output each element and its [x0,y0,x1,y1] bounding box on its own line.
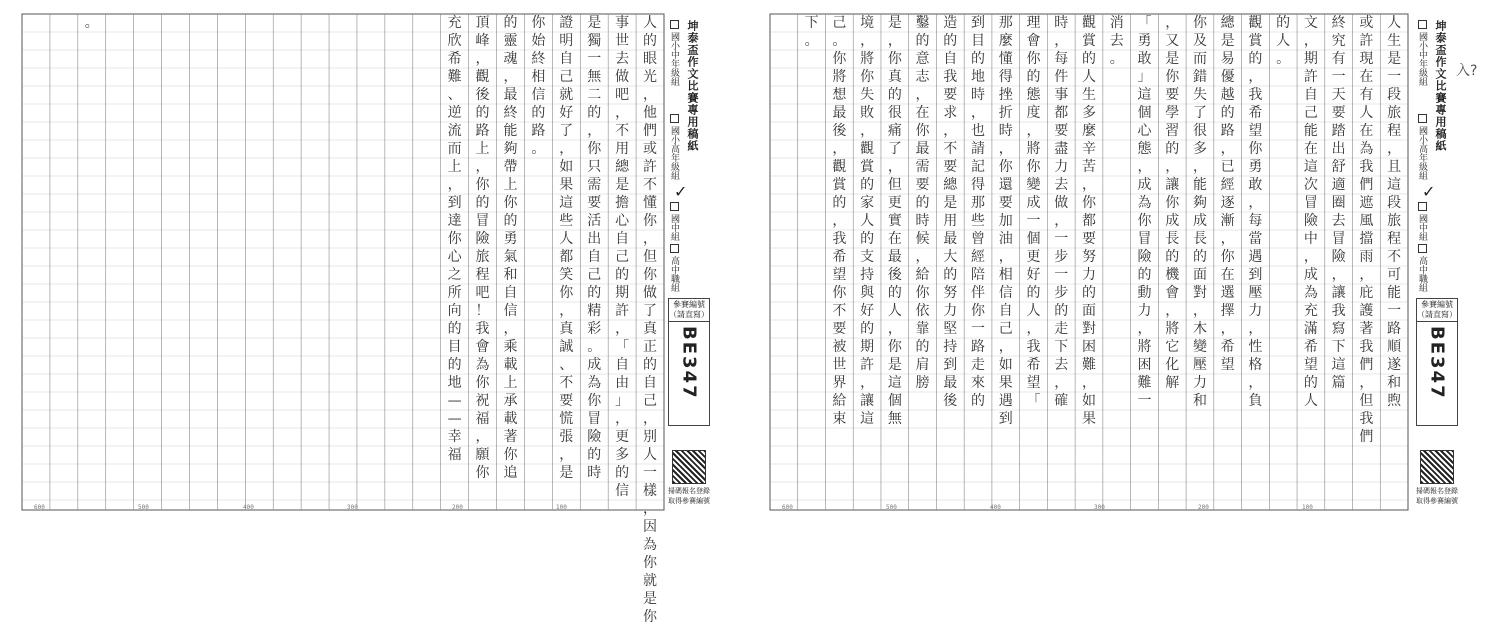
scale-mark: 100 [1302,504,1313,511]
manuscript-column: 是 ， 你 真 的 很 痛 了 ， 但 更 實 在 最 後 的 人 ， 你 是 這 個 無 [887,15,902,427]
division-label: 國小高年級組 [1417,126,1427,180]
qr-caption: 掃碼報名登錄 [668,487,710,495]
scale-mark: 600 [782,504,793,511]
manuscript-column: 頂 峰 ， 觀 後 的 路 上 ， 你 的 冒 險 旅 程 吧 ！ 我 會 為 你 祝 福 ， 願 你 [475,15,490,481]
scale-mark: 400 [243,504,254,511]
entry-number-box [1416,298,1458,426]
manuscript-column: 己 。 你 將 想 最 後 ， 觀 賞 的 ， 我 希 望 你 不 要 被 世 界 給 束 [832,15,847,427]
division-label: 高中職組 [669,256,679,292]
manuscript-column [245,14,273,510]
entry-number-value: BE347 [1426,326,1448,400]
checkbox-icon [670,114,679,123]
division-option-4[interactable] [668,244,681,292]
essay-sheet-right [770,14,1408,510]
manuscript-column [357,14,385,510]
manuscript-column: 理 會 你 的 態 度 ， 將 你 變 成 一 個 更 好 的 人 ， 我 希 望 「 [1026,15,1041,409]
checkbox-icon [1418,114,1427,123]
division-option-1[interactable] [668,20,681,86]
division-option-2[interactable] [1416,114,1429,180]
margin-annotation: 入? [1456,63,1478,79]
division-label: 國中組 [669,214,679,241]
manuscript-column: ， 又 是 你 要 學 習 的 ， 讓 你 成 長 的 機 會 ， 將 它 化 解 [1165,15,1180,391]
form-panel-left [664,14,714,510]
entry-number-value: BE347 [678,326,700,400]
manuscript-column: 觀 賞 的 ， 我 希 望 你 勇 敢 ， 每 當 遇 到 壓 力 ， 性 格 ， 負 [1248,15,1263,409]
manuscript-column [162,14,190,510]
scale-mark: 500 [138,504,149,511]
scale-mark: 500 [886,504,897,511]
form-title: 坤泰盃作文比賽專用稿紙 [686,20,699,152]
manuscript-column: 境 ， 將 你 失 敗 ， 觀 賞 的 家 人 的 支 持 與 好 的 期 許 ， 讓 這 [860,15,875,427]
manuscript-column: 事 世 去 做 吧 ， 不 用 總 是 擔 心 自 己 的 期 許 ， 「 自 由 」 ， 更 多 的 信 [615,15,630,499]
form-panel-right [1412,14,1462,510]
manuscript-column: 下 。 [804,15,819,49]
checkbox-icon [1418,202,1427,211]
form-title: 坤泰盃作文比賽專用稿紙 [1434,20,1447,152]
entry-number-label: 參賽編號（請直寫） [1417,299,1457,322]
manuscript-column: 人 的 眼 光 ， 他 們 或 許 不 懂 你 ， 但 你 做 了 真 正 的 自 己 ， 別 人 一 樣 ， 因 為 你 就 是 你 [643,15,658,625]
manuscript-column: 時 ， 每 件 事 都 要 盡 力 去 做 ， 一 步 一 步 的 走 下 去 ， 確 [1054,15,1069,409]
manuscript-column: 。 [84,15,99,31]
manuscript-column [273,14,301,510]
check-mark-icon: ✓ [1422,182,1436,201]
scale-mark: 200 [1198,504,1209,511]
manuscript-column: 總 是 易 優 越 的 路 ， 已 經 逐 漸 ， 你 在 選 擇 ， 希 望 [1220,15,1235,373]
qr-caption: 取得參賽編號 [668,497,710,505]
scale-mark: 600 [34,504,45,511]
manuscript-column [189,14,217,510]
manuscript-column: 你 及 而 錯 失 了 很 多 ， 能 夠 成 長 的 面 對 ， 木 變 壓 力 和 [1192,15,1207,409]
division-option-2[interactable] [668,114,681,180]
division-option-3[interactable] [668,202,681,241]
manuscript-column [134,14,162,510]
division-label: 高中職組 [1417,256,1427,292]
qr-caption: 取得參賽編號 [1416,497,1458,505]
division-label: 國中組 [1417,214,1427,241]
manuscript-column: 或 許 現 在 有 人 在 為 我 們 遮 風 擋 雨 ， 庇 護 著 我 們 ， 但 我 們 [1359,15,1374,445]
check-mark-icon: ✓ [674,182,688,201]
manuscript-column: 「 勇 敢 」 這 個 心 態 ， 成 為 你 冒 險 的 動 力 ， 將 困 難 一 [1137,15,1152,409]
manuscript-column: 你 始 終 相 信 的 路 。 [531,15,546,157]
checkbox-icon [670,244,679,253]
division-option-4[interactable] [1416,244,1429,292]
qr-code-icon[interactable] [672,450,706,484]
scale-mark: 300 [347,504,358,511]
division-option-1[interactable] [1416,20,1429,86]
manuscript-column: 鑿 的 意 志 ， 在 你 最 需 要 的 時 候 ， 給 你 依 靠 的 肩 膀 [915,15,930,391]
manuscript-column: 的 靈 魂 ， 最 終 能 夠 帶 上 你 的 勇 氣 和 自 信 ， 乘 載 上 承 載 著 你 追 [503,15,518,481]
division-label: 國小中年級組 [669,32,679,86]
scale-mark: 100 [556,504,567,511]
manuscript-column: 文 ， 期 許 自 己 能 在 這 次 冒 險 中 ， 成 為 充 滿 希 望 的 人 [1303,15,1318,409]
manuscript-column: 的 人 。 [1276,15,1291,67]
division-option-3[interactable] [1416,202,1429,241]
division-label: 國小中年級組 [1417,32,1427,86]
manuscript-column: 充 欣 希 難 、 逆 流 而 上 ， 到 達 你 心 之 所 向 的 目 的 地 — — 幸 福 [447,15,462,463]
manuscript-column [217,14,245,510]
qr-caption: 掃碼報名登錄 [1416,487,1458,495]
entry-number-box [668,298,710,426]
manuscript-column: 消 去 。 [1109,15,1124,67]
checkbox-icon [670,20,679,29]
manuscript-column: 那 麼 懂 得 挫 折 時 ， 你 還 要 加 油 ， 相 信 自 己 ， 如 果 遇 到 [998,15,1013,427]
checkbox-icon [1418,244,1427,253]
manuscript-column: 人 生 是 一 段 旅 程 ， 且 這 段 旅 程 不 可 能 一 路 順 遂 和 煦 [1387,15,1402,409]
manuscript-column: 終 究 有 一 天 要 踏 出 舒 適 圈 去 冒 險 ， 讓 我 寫 下 這 篇 [1331,15,1346,391]
manuscript-column: 觀 賞 的 人 生 多 麼 辛 苦 ， 你 都 要 努 力 的 面 對 困 難 ， 如 果 [1081,15,1096,427]
entry-number-label: 參賽編號（請直寫） [669,299,709,322]
checkbox-icon [670,202,679,211]
checkbox-icon [1418,20,1427,29]
scale-mark: 300 [1094,504,1105,511]
scale-mark: 200 [452,504,463,511]
scale-mark: 400 [990,504,1001,511]
qr-code-icon[interactable] [1420,450,1454,484]
manuscript-column [329,14,357,510]
manuscript-column [413,14,441,510]
manuscript-column: 到 目 的 地 時 ， 也 請 記 得 那 些 曾 經 陪 伴 你 一 路 走 來 的 [971,15,986,409]
manuscript-column: 是 獨 一 無 二 的 ， 你 只 需 要 活 出 自 己 的 精 彩 。 成 為 你 冒 險 的 時 [587,15,602,481]
manuscript-column [106,14,134,510]
manuscript-column [301,14,329,510]
essay-sheet-left [22,14,664,625]
manuscript-column: 造 的 自 我 要 求 ， 不 要 總 是 用 最 大 的 努 力 堅 持 到 最 後 [943,15,958,409]
manuscript-column: 證 明 自 己 就 好 了 ， 如 果 這 些 人 都 笑 你 ， 真 誠 、 不 要 慌 張 ， 是 [559,15,574,481]
division-label: 國小高年級組 [669,126,679,180]
manuscript-column [385,14,413,510]
